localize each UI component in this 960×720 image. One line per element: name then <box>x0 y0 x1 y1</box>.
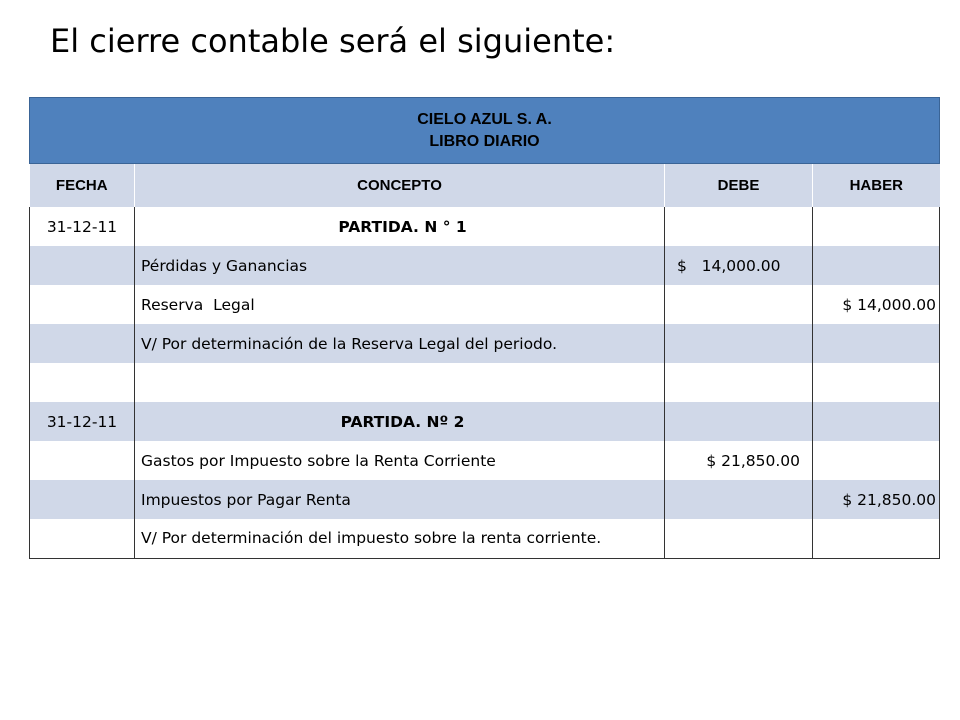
table-row <box>30 285 940 324</box>
journal-table <box>29 97 940 559</box>
column-header-fecha: FECHA <box>30 164 135 208</box>
journal-header <box>30 98 940 164</box>
cell-haber: $ 14,000.00 <box>813 285 940 324</box>
table-row <box>30 519 940 559</box>
column-header-row <box>30 164 940 208</box>
cell-concepto: Pérdidas y Ganancias <box>135 246 665 285</box>
table-row <box>30 324 940 363</box>
cell-haber <box>813 441 940 480</box>
cell-haber <box>813 324 940 363</box>
cell-fecha <box>30 519 135 559</box>
column-header-debe: DEBE <box>665 164 813 208</box>
book-name: LIBRO DIARIO <box>429 132 540 150</box>
slide-title: El cierre contable será el siguiente: <box>50 22 616 60</box>
cell-fecha <box>30 441 135 480</box>
cell-debe <box>665 363 813 402</box>
cell-concepto: V/ Por determinación de la Reserva Legal del periodo. <box>135 324 665 363</box>
cell-haber <box>813 363 940 402</box>
cell-fecha <box>30 246 135 285</box>
cell-debe <box>665 285 813 324</box>
company-name: CIELO AZUL S. A. <box>417 110 552 128</box>
cell-haber <box>813 519 940 559</box>
cell-concepto: PARTIDA. N ° 1 <box>135 207 665 246</box>
cell-debe: $ 21,850.00 <box>665 441 813 480</box>
cell-concepto: PARTIDA. Nº 2 <box>135 402 665 441</box>
table-row <box>30 480 940 519</box>
cell-debe <box>665 402 813 441</box>
table-row <box>30 441 940 480</box>
cell-concepto: V/ Por determinación del impuesto sobre la renta corriente. <box>135 519 665 559</box>
cell-fecha: 31-12-11 <box>30 207 135 246</box>
cell-fecha: 31-12-11 <box>30 402 135 441</box>
cell-concepto: Reserva Legal <box>135 285 665 324</box>
table-row <box>30 207 940 246</box>
cell-concepto: Impuestos por Pagar Renta <box>135 480 665 519</box>
cell-haber: $ 21,850.00 <box>813 480 940 519</box>
cell-concepto: Gastos por Impuesto sobre la Renta Corriente <box>135 441 665 480</box>
cell-concepto <box>135 363 665 402</box>
cell-fecha <box>30 285 135 324</box>
cell-fecha <box>30 363 135 402</box>
table-row <box>30 402 940 441</box>
cell-debe <box>665 480 813 519</box>
cell-fecha <box>30 480 135 519</box>
column-header-concepto: CONCEPTO <box>135 164 665 208</box>
cell-fecha <box>30 324 135 363</box>
cell-haber <box>813 402 940 441</box>
cell-haber <box>813 207 940 246</box>
cell-debe <box>665 324 813 363</box>
table-row <box>30 363 940 402</box>
column-header-haber: HABER <box>813 164 940 208</box>
cell-debe <box>665 207 813 246</box>
cell-debe <box>665 519 813 559</box>
cell-debe: $ 14,000.00 <box>665 246 813 285</box>
table-row <box>30 246 940 285</box>
journal-header-row <box>30 98 940 164</box>
cell-haber <box>813 246 940 285</box>
